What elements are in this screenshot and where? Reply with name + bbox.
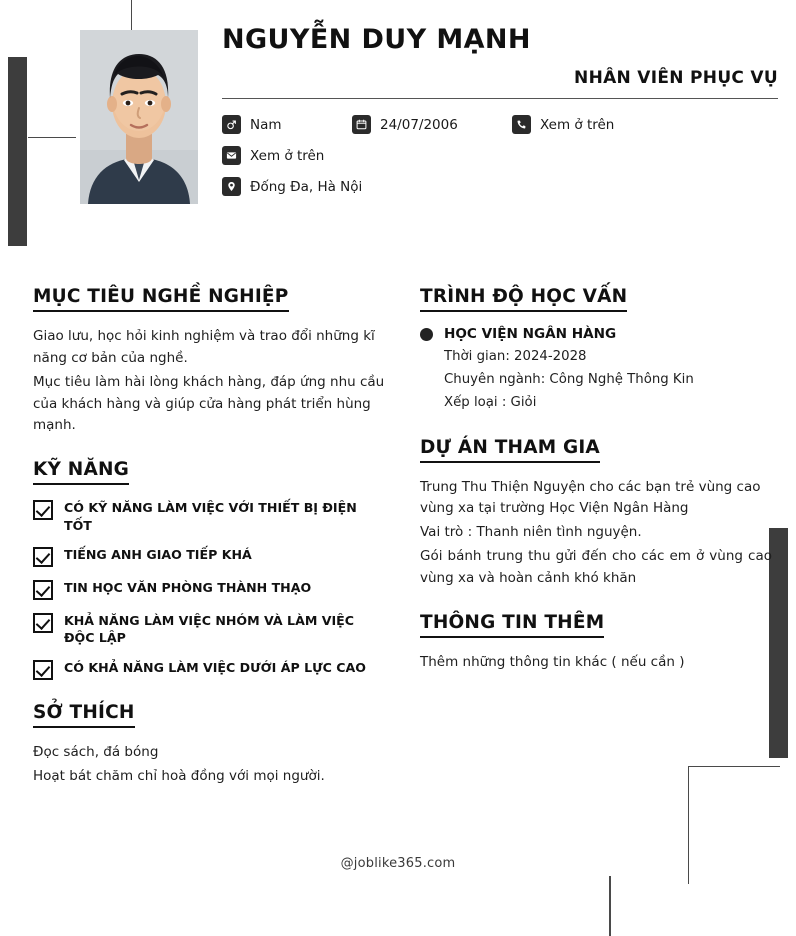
- skill-label: TIN HỌC VĂN PHÒNG THÀNH THẠO: [64, 580, 312, 596]
- contact-list: [222, 115, 778, 196]
- avatar: [80, 30, 198, 204]
- education-grade: Xếp loại : Giỏi: [444, 394, 537, 410]
- email-icon: [222, 146, 241, 165]
- checkbox-icon: [33, 547, 53, 567]
- phone-icon: [512, 115, 531, 134]
- skill-label: CÓ KHẢ NĂNG LÀM VIỆC DƯỚI ÁP LỰC CAO: [64, 659, 366, 675]
- checkbox-icon: [33, 613, 53, 633]
- gender-icon: [222, 115, 241, 134]
- section-title-projects: DỰ ÁN THAM GIA: [420, 437, 600, 463]
- skills-list: [33, 499, 388, 680]
- contact-birthday: [352, 115, 512, 134]
- objective-paragraph-2: Mục tiêu làm hài lòng khách hàng, đáp ứng nhu cầu của khách hàng và giúp cửa hàng phát triển hùng mạnh.: [33, 373, 385, 434]
- checkbox-icon: [33, 660, 53, 680]
- skill-label: TIẾNG ANH GIAO TIẾP KHÁ: [64, 547, 252, 563]
- hobby-paragraph-1: Đọc sách, đá bóng: [33, 743, 159, 760]
- skill-label: CÓ KỸ NĂNG LÀM VIỆC VỚI THIẾT BỊ ĐIỆN TỐT: [64, 500, 357, 533]
- section-objective: [33, 286, 388, 437]
- education-details: [420, 346, 772, 415]
- section-title-extra-info: THÔNG TIN THÊM: [420, 612, 604, 638]
- watermark: @joblike365.com: [340, 856, 456, 871]
- section-hobbies: [33, 702, 388, 788]
- list-item: [33, 659, 388, 680]
- location-icon: [222, 177, 241, 196]
- checkbox-icon: [33, 580, 53, 600]
- header-text-block: [222, 24, 778, 196]
- section-projects: [420, 437, 772, 590]
- contact-email-value: Xem ở trên: [250, 147, 325, 164]
- section-title-objective: MỤC TIÊU NGHỀ NGHIỆP: [33, 286, 289, 312]
- bullet-dot-icon: [420, 328, 433, 341]
- checkbox-icon: [33, 500, 53, 520]
- cv-header: [0, 0, 796, 258]
- left-column: [33, 286, 388, 810]
- contact-address-value: Đống Đa, Hà Nội: [250, 178, 363, 195]
- contact-email: [222, 146, 778, 165]
- objective-paragraph-1: Giao lưu, học hỏi kinh nghiệm và trao đổi những kĩ năng cơ bản của nghề.: [33, 328, 375, 366]
- contact-gender: [222, 115, 352, 134]
- project-paragraph-3: Gói bánh trung thu gửi đến cho các em ở vùng cao vùng xa và hoàn cảnh khó khăn: [420, 548, 772, 587]
- header-divider: [222, 98, 778, 99]
- education-school: HỌC VIỆN NGÂN HÀNG: [444, 326, 617, 342]
- list-item: [33, 579, 388, 600]
- section-title-education: TRÌNH ĐỘ HỌC VẤN: [420, 286, 627, 312]
- contact-address: [222, 177, 778, 196]
- section-title-hobbies: SỞ THÍCH: [33, 702, 135, 728]
- project-paragraph-1: Trung Thu Thiện Nguyện cho các bạn trẻ vùng cao vùng xa tại trường Học Viện Ngân Hàng: [420, 478, 761, 517]
- job-title: NHÂN VIÊN PHỤC VỤ: [574, 68, 778, 89]
- contact-gender-value: Nam: [250, 116, 282, 133]
- project-paragraph-2: Vai trò : Thanh niên tình nguyện.: [420, 524, 642, 541]
- section-skills: [33, 459, 388, 680]
- contact-phone: [512, 115, 614, 134]
- education-duration: Thời gian: 2024-2028: [444, 349, 587, 364]
- right-column: [420, 286, 772, 696]
- skill-label: KHẢ NĂNG LÀM VIỆC NHÓM VÀ LÀM VIỆC ĐỘC LẬP: [64, 613, 355, 646]
- section-title-skills: KỸ NĂNG: [33, 459, 129, 485]
- calendar-icon: [352, 115, 371, 134]
- education-entry-header: [420, 326, 772, 342]
- education-major: Chuyên ngành: Công Nghệ Thông Kin: [444, 371, 694, 387]
- list-item: [33, 546, 388, 567]
- hobby-paragraph-2: Hoạt bát chăm chỉ hoà đồng với mọi người.: [33, 767, 325, 784]
- section-extra-info: [420, 612, 772, 674]
- contact-phone-value: Xem ở trên: [540, 116, 615, 133]
- page-title: NGUYỄN DUY MẠNH: [222, 24, 531, 55]
- list-item: [33, 499, 388, 534]
- extra-info-paragraph-1: Thêm những thông tin khác ( nếu cần ): [420, 653, 685, 670]
- contact-birthday-value: 24/07/2006: [380, 116, 458, 133]
- decor-line-bottom-center: [609, 876, 611, 936]
- list-item: [33, 612, 388, 647]
- section-education: [420, 286, 772, 415]
